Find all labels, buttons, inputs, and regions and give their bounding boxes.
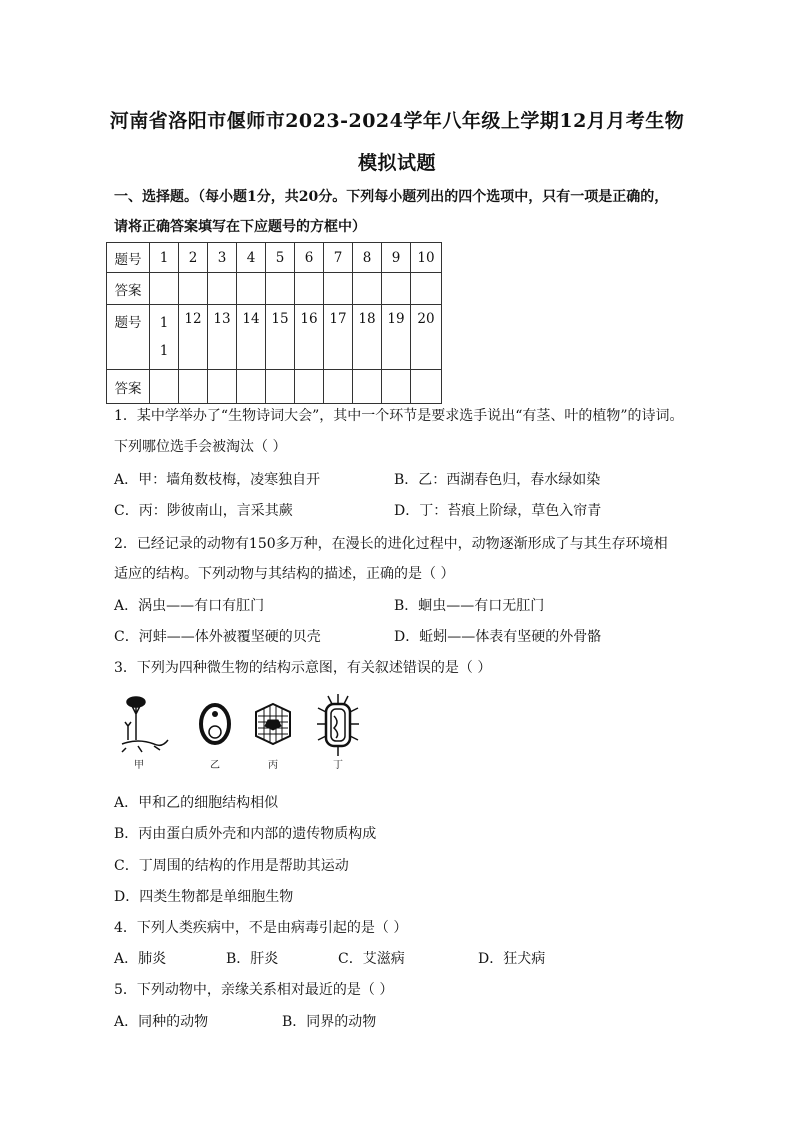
table-cell: 13 [208, 305, 237, 370]
answer-cell[interactable] [237, 370, 266, 404]
table-cell: 9 [382, 243, 411, 273]
table-cell: 20 [411, 305, 442, 370]
microorganism-figure [118, 692, 368, 772]
q2-option-b[interactable]: B．蛔虫——有口无肛门 [394, 598, 545, 614]
virus-diagram [256, 704, 290, 744]
bacterium-diagram [317, 694, 359, 756]
figure-label-jia: 甲 [134, 760, 144, 771]
q2-option-d[interactable]: D．蚯蚓——体表有坚硬的外骨骼 [394, 629, 602, 645]
q3-stem: 3．下列为四种微生物的结构示意图，有关叙述错误的是（ ） [114, 660, 492, 676]
q4-option-a[interactable]: A．肺炎 [114, 951, 167, 967]
q3-option-b[interactable]: B．丙由蛋白质外壳和内部的遗传物质构成 [114, 826, 377, 842]
table-cell-label: 题号 [107, 243, 150, 273]
figure-label-ding: 丁 [333, 760, 343, 771]
q1-stem-cont: 下列哪位选手会被淘汰（ ） [114, 439, 287, 455]
answer-cell[interactable] [382, 370, 411, 404]
table-cell: 8 [353, 243, 382, 273]
table-cell: 2 [179, 243, 208, 273]
answer-cell[interactable] [411, 370, 442, 404]
table-cell-label: 题号 [107, 305, 150, 370]
table-cell: 3 [208, 243, 237, 273]
q4-stem: 4．下列人类疾病中，不是由病毒引起的是（ ） [114, 920, 408, 936]
table-cell: 10 [411, 243, 442, 273]
table-cell-label: 答案 [107, 273, 150, 305]
answer-cell[interactable] [150, 370, 179, 404]
answer-cell[interactable] [179, 370, 208, 404]
answer-cell[interactable] [324, 370, 353, 404]
table-cell: 18 [353, 305, 382, 370]
q2-stem-cont: 适应的结构。下列动物与其结构的描述，正确的是（ ） [114, 566, 455, 582]
table-row [107, 273, 442, 305]
q2-stem: 2．已经记录的动物有150多万种，在漫长的进化过程中，动物逐渐形成了与其生存环境相 [114, 536, 668, 552]
answer-cell[interactable] [295, 273, 324, 305]
table-row [107, 370, 442, 404]
table-cell: 7 [324, 243, 353, 273]
q4-option-b[interactable]: B．肝炎 [226, 951, 279, 967]
q5-stem: 5．下列动物中，亲缘关系相对最近的是（ ） [114, 982, 394, 998]
table-cell: 15 [266, 305, 295, 370]
table-cell: 12 [179, 305, 208, 370]
q1-stem: 1．某中学举办了“生物诗词大会”，其中一个环节是要求选手说出“有茎、叶的植物”的诗词。 [114, 408, 684, 424]
table-row [107, 243, 442, 273]
q1-option-d[interactable]: D．丁：苔痕上阶绿，草色入帘青 [394, 503, 602, 519]
answer-cell[interactable] [266, 370, 295, 404]
document-title-line2: 模拟试题 [357, 152, 436, 174]
answer-cell[interactable] [295, 370, 324, 404]
q4-option-d[interactable]: D．狂犬病 [478, 951, 546, 967]
table-cell: 6 [295, 243, 324, 273]
q3-option-a[interactable]: A．甲和乙的细胞结构相似 [114, 795, 279, 811]
q1-option-c[interactable]: C．丙：陟彼南山，言采其蕨 [114, 503, 293, 519]
answer-cell[interactable] [237, 273, 266, 305]
section-heading-cont: 请将正确答案填写在下应题号的方框中） [114, 219, 366, 235]
table-cell-part: 1 [159, 343, 169, 359]
table-cell-label: 答案 [107, 370, 150, 404]
q5-option-b[interactable]: B．同界的动物 [282, 1014, 377, 1030]
answer-cell[interactable] [266, 273, 295, 305]
q1-option-a[interactable]: A．甲：墙角数枝梅，凌寒独自开 [114, 472, 321, 488]
q3-option-d[interactable]: D．四类生物都是单细胞生物 [114, 889, 294, 905]
answer-cell[interactable] [208, 273, 237, 305]
microorganism-diagram [118, 692, 368, 772]
answer-cell[interactable] [353, 273, 382, 305]
table-cell: 17 [324, 305, 353, 370]
figure-label-bing: 丙 [268, 760, 278, 771]
table-cell: 5 [266, 243, 295, 273]
answer-cell[interactable] [324, 273, 353, 305]
q1-option-b[interactable]: B．乙：西湖春色归，春水绿如染 [394, 472, 601, 488]
table-cell: 4 [237, 243, 266, 273]
table-cell: 16 [295, 305, 324, 370]
q2-option-c[interactable]: C．河蚌——体外被覆坚硬的贝壳 [114, 629, 321, 645]
q4-option-c[interactable]: C．艾滋病 [338, 951, 405, 967]
answer-table [106, 242, 442, 404]
table-cell-part: 1 [159, 315, 169, 331]
yeast-diagram [201, 705, 229, 743]
answer-cell[interactable] [382, 273, 411, 305]
table-cell: 19 [382, 305, 411, 370]
table-cell: 1 [150, 243, 179, 273]
document-title-line1: 河南省洛阳市偃师市2023-2024学年八年级上学期12月月考生物 [109, 110, 685, 132]
answer-cell[interactable] [411, 273, 442, 305]
mold-diagram [122, 697, 168, 752]
table-row [107, 305, 442, 370]
answer-cell[interactable] [150, 273, 179, 305]
answer-cell[interactable] [353, 370, 382, 404]
section-heading: 一、选择题。（每小题1分，共20分。下列每小题列出的四个选项中，只有一项是正确的， [114, 189, 669, 205]
answer-cell[interactable] [179, 273, 208, 305]
figure-label-yi: 乙 [210, 760, 220, 771]
q3-option-c[interactable]: C．丁周围的结构的作用是帮助其运动 [114, 858, 349, 874]
answer-cell[interactable] [208, 370, 237, 404]
q2-option-a[interactable]: A．涡虫——有口有肛门 [114, 598, 265, 614]
table-cell-stacked [150, 305, 179, 370]
q5-option-a[interactable]: A．同种的动物 [114, 1014, 209, 1030]
table-cell: 14 [237, 305, 266, 370]
